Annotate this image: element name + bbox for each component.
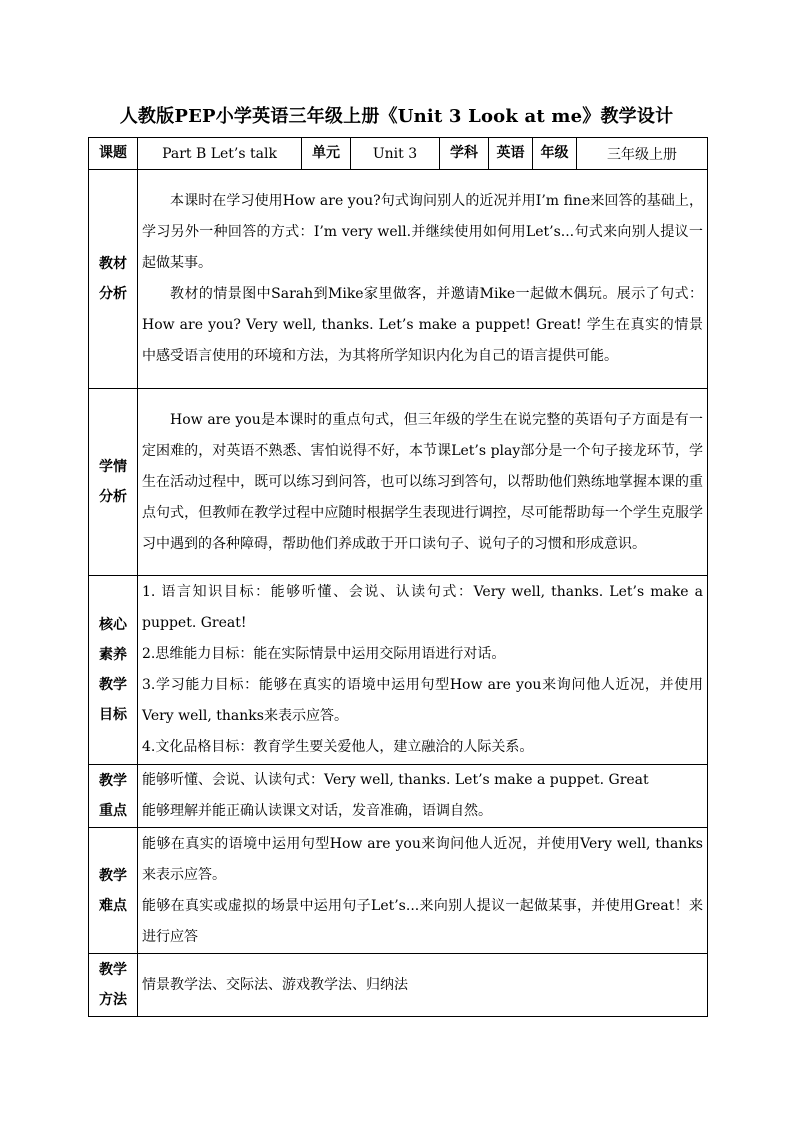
student-analysis-label: [89, 389, 138, 576]
student-analysis-row: [89, 389, 708, 576]
methods-label-line1: 教学: [99, 962, 127, 978]
material-analysis-label: [89, 170, 138, 389]
grade-value: 三年级上册: [577, 138, 708, 170]
material-analysis-para1: 本课时在学习使用How are you?句式询问别人的近况并用I’m fine来回答的基础上，学习另外一种回答的方式：I’m very well.并继续使用如何用Let’s...句式来向别人提议一起做某事。: [142, 193, 703, 271]
unit-label: 单元: [302, 138, 351, 170]
difficult-point-1: 能够在真实的语境中运用句型How are you来询问他人近况，并使用Very well, thanks来表示应答。: [142, 835, 703, 883]
difficult-points-label: [89, 828, 138, 954]
key-points-label: [89, 765, 138, 828]
methods-label: [89, 954, 138, 1017]
core-goal-4: 4.文化品格目标：教育学生要关爱他人，建立融洽的人际关系。: [142, 739, 534, 755]
unit-value: Unit 3: [351, 138, 440, 170]
key-point-2: 能够理解并能正确认读课文对话，发音准确，语调自然。: [142, 803, 492, 819]
lesson-plan-table: [88, 137, 708, 1017]
student-analysis-content: [138, 389, 708, 576]
key-points-label-line2: 重点: [99, 803, 127, 819]
subject-value: 英语: [489, 138, 533, 170]
methods-row: [89, 954, 708, 1017]
topic-label: 课题: [89, 138, 138, 170]
key-points-content: [138, 765, 708, 828]
material-analysis-content: [138, 170, 708, 389]
grade-label: 年级: [533, 138, 577, 170]
material-analysis-row: [89, 170, 708, 389]
subject-label: 学科: [440, 138, 489, 170]
methods-content: 情景教学法、交际法、游戏教学法、归纳法: [138, 954, 708, 1017]
core-goals-content: [138, 576, 708, 765]
core-goals-label-line1: 核心: [99, 617, 127, 633]
student-analysis-label-line1: 学情: [99, 459, 127, 475]
core-goal-2: 2.思维能力目标：能在实际情景中运用交际用语进行对话。: [142, 646, 506, 662]
core-goal-1: 1. 语言知识目标：能够听懂、会说、认读句式：Very well, thanks. Let’s make a puppet. Great!: [142, 584, 703, 631]
difficult-points-content: [138, 828, 708, 954]
student-analysis-para1: How are you是本课时的重点句式，但三年级的学生在说完整的英语句子方面是有一定困难的，对英语不熟悉、害怕说得不好，本节课Let’s play部分是一个句子接龙环节，学生在活动过程中，既可以练习到问答，也可以练习到答句，以帮助他们熟练地掌握本课的重点句式，但教师在教学过程中应随时根据学生表现进行调控，尽可能帮助每一个学生克服学习中遇到的各种障碍，帮助他们养成敢于开口读句子、说句子的习惯和形成意识。: [142, 411, 703, 552]
methods-label-line2: 方法: [99, 992, 127, 1008]
core-goals-label-line2: 素养: [99, 647, 127, 663]
material-analysis-para2: 教材的情景图中Sarah到Mike家里做客，并邀请Mike一起做木偶玩。展示了句式：How are you? Very well, thanks. Let’s make a puppet! Great! 学生在真实的情景中感受语言使用的环境和方法，为其将所学知识内化为自己的语言提供可能。: [142, 286, 703, 364]
core-goals-row: [89, 576, 708, 765]
key-point-1: 能够听懂、会说、认读句式：Very well, thanks. Let’s make a puppet. Great: [142, 772, 649, 788]
topic-value: Part B Let’s talk: [138, 138, 302, 170]
core-goals-label-line4: 目标: [99, 707, 127, 723]
difficult-points-label-line2: 难点: [99, 897, 127, 914]
difficult-point-2: 能够在真实或虚拟的场景中运用句子Let’s...来向别人提议一起做某事，并使用Great！来进行应答: [142, 897, 703, 945]
difficult-points-row: [89, 828, 708, 954]
difficult-points-label-line1: 教学: [99, 867, 127, 884]
core-goals-label-line3: 教学: [99, 677, 127, 693]
header-row: [89, 138, 708, 170]
key-points-row: [89, 765, 708, 828]
key-points-label-line1: 教学: [99, 773, 127, 789]
core-goals-label: [89, 576, 138, 765]
material-analysis-label-line1: 教材: [99, 256, 127, 272]
document-title: 人教版PEP小学英语三年级上册《Unit 3 Look at me》教学设计: [119, 106, 674, 127]
core-goal-3: 3.学习能力目标：能够在真实的语境中运用句型How are you来询问他人近况，并使用Very well, thanks来表示应答。: [142, 677, 703, 724]
student-analysis-label-line2: 分析: [99, 489, 127, 505]
material-analysis-label-line2: 分析: [99, 286, 127, 302]
